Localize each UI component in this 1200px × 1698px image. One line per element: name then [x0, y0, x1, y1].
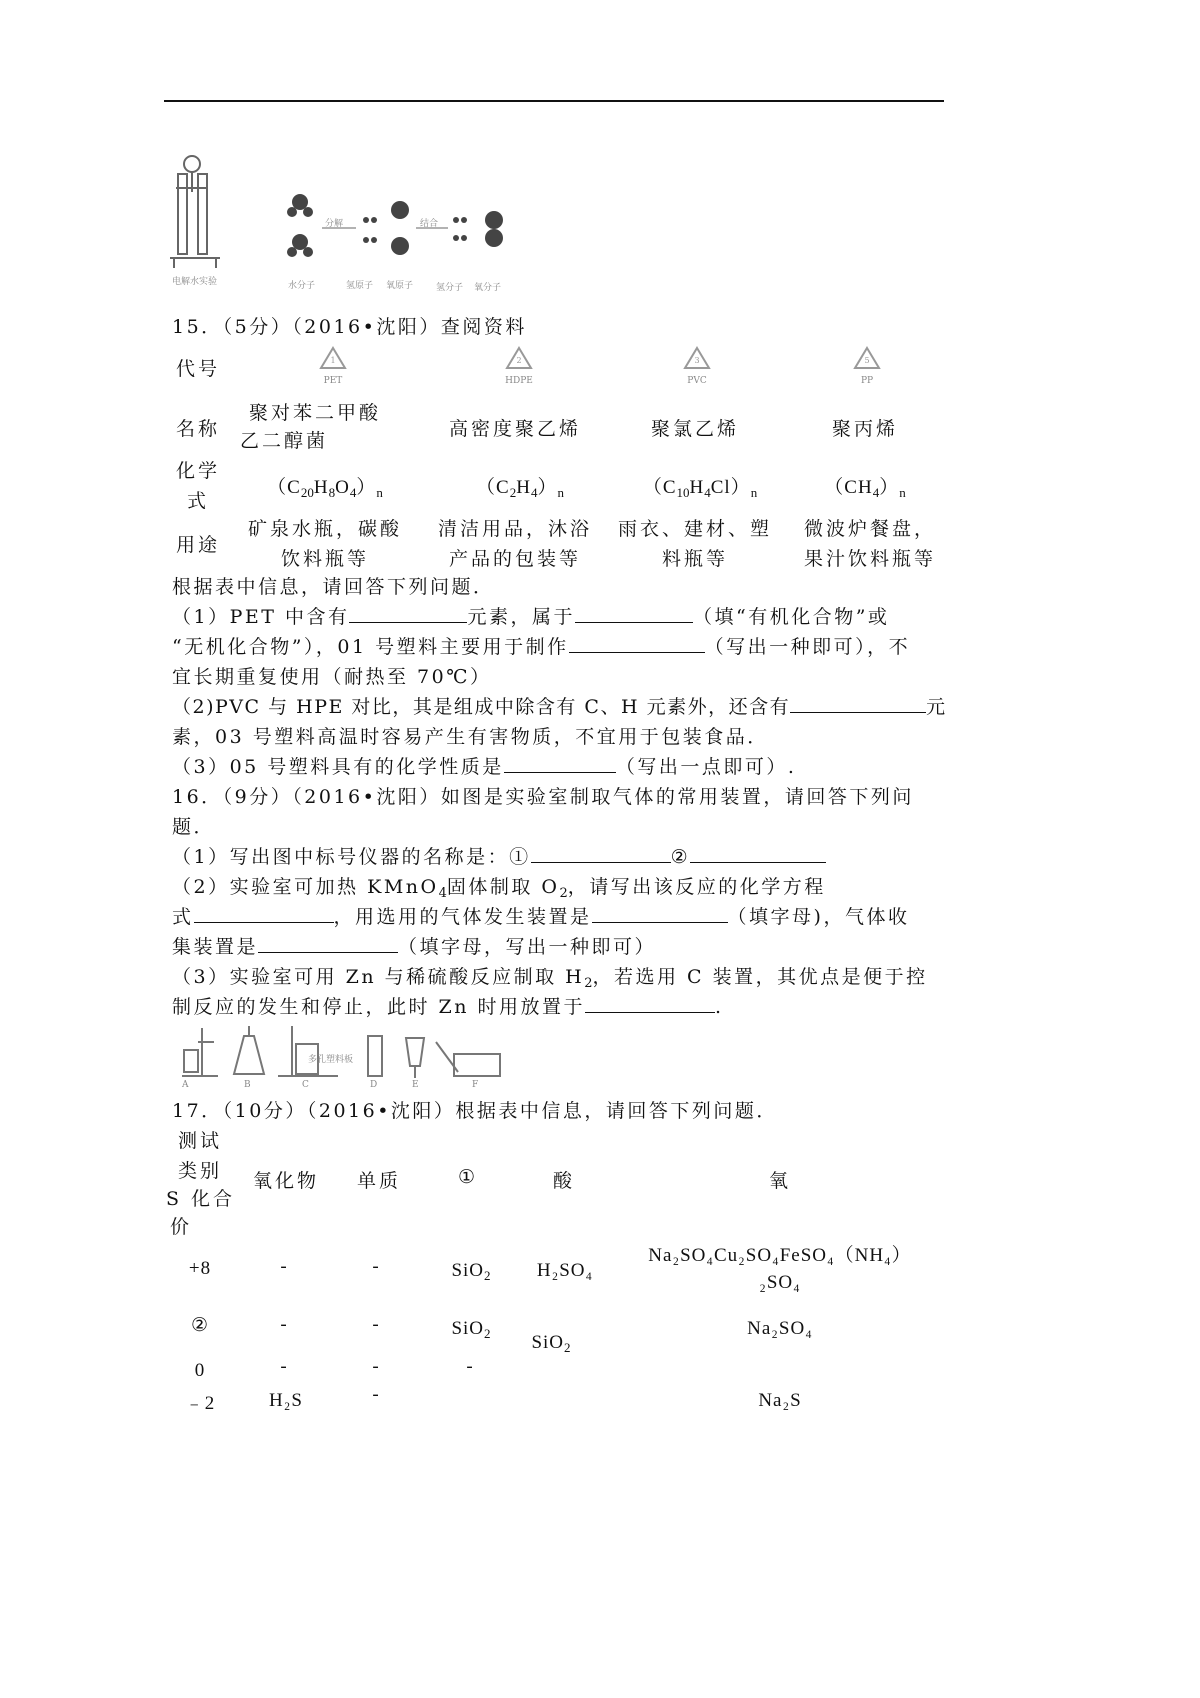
q16-part1: （1）写出图中标号仪器的名称是：① ②	[172, 842, 826, 869]
answer-blank[interactable]	[690, 844, 826, 863]
arrow-label-combine: 结合	[420, 219, 439, 229]
valence-label: ②	[190, 1315, 210, 1336]
formula-cell: H₂S	[269, 1390, 303, 1411]
water-electrolysis-figure	[160, 140, 540, 300]
dash: -	[372, 1256, 380, 1277]
apparatus-label: E	[412, 1080, 419, 1090]
q15-part1: （1）PET 中含有 元素，属于 （填“有机化合物”或	[172, 606, 890, 628]
dash: -	[466, 1356, 474, 1377]
q15-header: 15．（5分）（2016•沈阳）查阅资料	[172, 316, 527, 338]
formula-cell: SiO$_2$	[531, 1332, 571, 1355]
formula-cell: SiO$_2$	[451, 1318, 491, 1341]
q15-part1-end: 宜长期重复使用（耐热至 70℃）	[172, 666, 492, 688]
svg-text:5: 5	[864, 356, 870, 365]
answer-blank[interactable]	[194, 904, 334, 923]
plastic-use: 果汁饮料瓶等	[803, 548, 936, 570]
formula-cell: ₂SO₄	[759, 1272, 801, 1293]
plastic-use: 饮料瓶等	[280, 548, 369, 570]
apparatus-label: D	[370, 1080, 378, 1090]
dash: -	[280, 1256, 288, 1277]
plastic-use: 雨衣、建材、塑	[617, 518, 772, 540]
plastic-use: 料瓶等	[661, 548, 728, 570]
recycle-icon: 3 PVC	[682, 346, 712, 386]
answer-blank[interactable]	[592, 904, 728, 923]
column-header: 氧化物	[252, 1170, 319, 1192]
answer-blank[interactable]	[258, 934, 398, 953]
formula-cell: Na₂SO₄Cu₂SO₄FeSO₄（NH₄）	[648, 1245, 912, 1266]
column-header: 酸	[552, 1170, 575, 1192]
valence-label: +8	[188, 1258, 212, 1279]
q15-part2: （2)PVC 与 HPE 对比，其是组成中除含有 C、H 元素外，还含有 元	[172, 696, 947, 718]
formula-cell: Na₂S	[758, 1390, 802, 1411]
valence-label: ﹣2	[184, 1393, 216, 1414]
corner-header: 类别	[177, 1160, 222, 1182]
plastic-use: 矿泉水瓶，碳酸	[247, 518, 402, 540]
apparatus-label: C	[302, 1080, 309, 1090]
dash: -	[372, 1384, 380, 1405]
plastic-use: 产品的包装等	[448, 548, 581, 570]
valence-label: 0	[194, 1360, 206, 1381]
formula-cell: Na₂SO₄	[747, 1318, 813, 1339]
q15-part1-cont: “无机化合物”），01 号塑料主要用于制作 （写出一种即可），不	[172, 636, 911, 658]
corner-header: 测试	[177, 1130, 222, 1152]
q15-part2-cont: 素，03 号塑料高温时容易产生有害物质，不宜用于包装食品．	[172, 726, 769, 748]
molecule-caption: 氧原子	[386, 281, 414, 291]
answer-blank[interactable]	[585, 994, 715, 1013]
formula-pp: $(CH_4)_n$	[824, 477, 906, 500]
q17-header: 17．（10分）（2016•沈阳）根据表中信息，请回答下列问题．	[172, 1100, 778, 1122]
row-label-use: 用途	[175, 534, 220, 556]
molecule-caption: 氧分子	[474, 283, 502, 293]
gas-apparatus-figure	[168, 1022, 508, 1088]
plastic-name: 高密度聚乙烯	[448, 418, 581, 440]
dash: -	[280, 1314, 288, 1335]
column-header: 氧	[768, 1170, 791, 1192]
q16-part2-end: 集装置是 （填字母，写出一种即可）	[172, 936, 657, 958]
molecule-caption: 氢原子	[346, 281, 374, 291]
plastic-name: 聚氯乙烯	[650, 418, 739, 440]
recycle-icon: 2 HDPE	[504, 346, 534, 386]
formula-cell: H₂SO₄	[536, 1260, 594, 1281]
molecule-caption: 水分子	[288, 281, 316, 291]
corner-header: 价	[170, 1216, 193, 1238]
q16-part2-cont: 式 ，用选用的气体发生装置是 （填字母)，气体收	[172, 906, 910, 928]
answer-blank[interactable]	[569, 634, 705, 653]
plastic-use: 清洁用品，沐浴	[437, 518, 592, 540]
corner-header: S 化合	[166, 1188, 236, 1210]
q16-part3: （3）实验室可用 Zn 与稀硫酸反应制取 $H_2$，若选用 C 装置，其优点是便于控	[172, 966, 928, 991]
q16-part2: （2）实验室可加热 KMnO$_4$固体制取 $O_2$，请写出该反应的化学方程	[172, 876, 826, 901]
plastic-use: 微波炉餐盘，	[803, 518, 936, 540]
q15-part3: （3）05 号塑料具有的化学性质是 （写出一点即可）.	[172, 756, 797, 778]
row-label-formula: 式	[186, 490, 209, 512]
recycle-icon: 5 PP	[852, 346, 882, 386]
column-header: 单质	[356, 1170, 401, 1192]
apparatus-label: A	[182, 1080, 189, 1090]
formula-pvc: $(C_{10}H_4Cl)_n$	[642, 477, 758, 500]
svg-text:3: 3	[694, 356, 700, 365]
q16-header-cont: 题．	[172, 816, 216, 838]
electrolysis-caption: 电解水实验	[172, 277, 218, 287]
apparatus-label: F	[472, 1080, 479, 1090]
q15-intro: 根据表中信息，请回答下列问题．	[172, 576, 495, 598]
answer-blank[interactable]	[790, 694, 926, 713]
q16-part3-cont: 制反应的发生和停止，此时 Zn 时用放置于 .	[172, 996, 724, 1018]
molecule-caption: 氢分子	[436, 283, 464, 293]
answer-blank[interactable]	[349, 604, 467, 623]
svg-text:1: 1	[330, 356, 336, 365]
dash: -	[372, 1356, 380, 1377]
recycle-icon: 1 PET	[318, 346, 348, 386]
answer-blank[interactable]	[531, 844, 671, 863]
arrow-label-decompose: 分解	[325, 219, 344, 229]
q16-header: 16．（9分）（2016•沈阳）如图是实验室制取气体的常用装置，请回答下列问	[172, 786, 914, 808]
dash: -	[372, 1314, 380, 1335]
row-label-formula: 化学	[175, 460, 220, 482]
plastic-name: 乙二醇菌	[240, 430, 329, 452]
column-header: ①	[457, 1166, 479, 1188]
dash: -	[280, 1356, 288, 1377]
plastic-name: 聚对苯二甲酸	[248, 402, 381, 424]
header-rule	[164, 100, 944, 102]
answer-blank[interactable]	[504, 754, 616, 773]
inner-label: 多孔塑料板	[308, 1055, 354, 1065]
row-label-code: 代号	[175, 358, 220, 380]
svg-text:2: 2	[516, 356, 522, 365]
answer-blank[interactable]	[575, 604, 693, 623]
row-label-name: 名称	[175, 418, 220, 440]
formula-hdpe: $(C_2H_4)_n$	[476, 477, 564, 500]
plastic-name: 聚丙烯	[831, 418, 898, 440]
formula-pet: $(C_{20}H_8O_4)_n$	[267, 477, 383, 500]
formula-cell: SiO$_2$	[451, 1260, 491, 1283]
apparatus-label: B	[244, 1080, 251, 1090]
